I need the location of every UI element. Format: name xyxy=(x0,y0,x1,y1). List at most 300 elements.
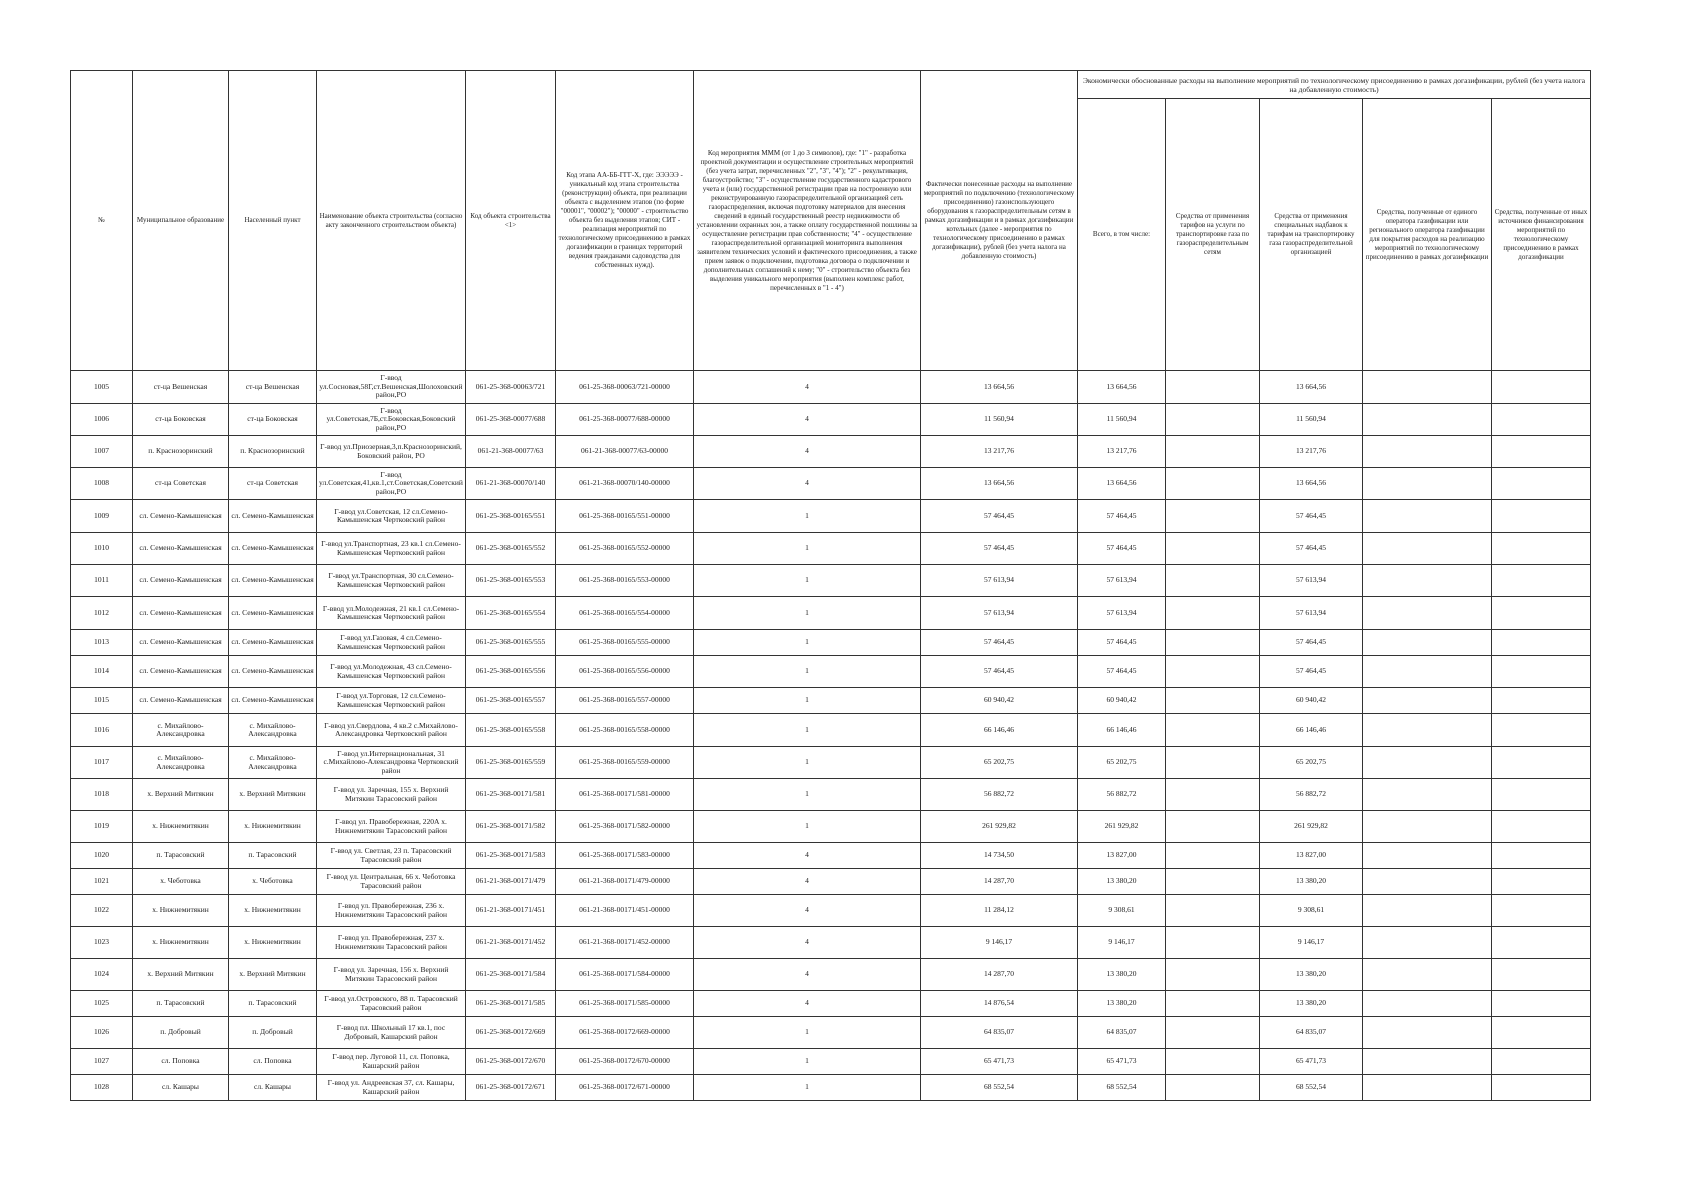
header-actual-costs: Фактически понесенные расходы на выполнение мероприятий по подключению (технологическому присоединению) газоиспользующего оборудования к газораспределительным сетям в рамках догазификации и в рамках догазификации котельных (далее - мероприятия по технологическому присоединению в рамках догазификации), рублей (без учета налога на добавленную стоимость) xyxy=(921,71,1078,371)
row-settlement: п. Краснозоринский xyxy=(229,436,317,468)
table-row xyxy=(71,404,1591,436)
row-settlement: сл. Семено-Камышенская xyxy=(229,688,317,714)
table-row xyxy=(71,843,1591,869)
row-municipality: х. Верхний Митякин xyxy=(133,959,229,991)
row-other-funds xyxy=(1492,436,1591,468)
row-tariff-funds xyxy=(1166,533,1260,565)
row-stage-code: 061-25-368-00165/556-00000 xyxy=(556,656,694,688)
row-surcharge-funds: 9 146,17 xyxy=(1260,927,1363,959)
row-surcharge-funds: 68 552,54 xyxy=(1260,1075,1363,1101)
row-surcharge-funds: 13 827,00 xyxy=(1260,843,1363,869)
table-row xyxy=(71,565,1591,597)
row-object-name: Г-ввод ул.Советская,41,кв.1,ст.Советская,Советский район,РО xyxy=(317,468,466,500)
row-tariff-funds xyxy=(1166,468,1260,500)
row-stage-code: 061-25-368-00165/555-00000 xyxy=(556,630,694,656)
row-stage-code: 061-25-368-00165/557-00000 xyxy=(556,688,694,714)
table-row xyxy=(71,630,1591,656)
row-no: 1022 xyxy=(71,895,133,927)
row-operator-funds xyxy=(1363,688,1492,714)
row-actual-costs: 11 560,94 xyxy=(921,404,1078,436)
row-activity-code: 4 xyxy=(694,927,921,959)
row-no: 1007 xyxy=(71,436,133,468)
row-object-code: 061-25-368-00165/559 xyxy=(466,747,556,779)
row-object-code: 061-25-368-00165/554 xyxy=(466,597,556,630)
row-no: 1016 xyxy=(71,714,133,747)
row-stage-code: 061-25-368-00171/584-00000 xyxy=(556,959,694,991)
row-other-funds xyxy=(1492,630,1591,656)
cost-table xyxy=(70,70,1591,1101)
row-operator-funds xyxy=(1363,630,1492,656)
row-no: 1017 xyxy=(71,747,133,779)
row-total: 57 613,94 xyxy=(1078,597,1166,630)
row-surcharge-funds: 57 464,45 xyxy=(1260,500,1363,533)
row-object-code: 061-21-368-00171/451 xyxy=(466,895,556,927)
row-operator-funds xyxy=(1363,927,1492,959)
row-tariff-funds xyxy=(1166,500,1260,533)
row-object-code: 061-25-368-00063/721 xyxy=(466,371,556,404)
row-object-code: 061-21-368-00077/63 xyxy=(466,436,556,468)
table-row xyxy=(71,779,1591,811)
row-total: 9 146,17 xyxy=(1078,927,1166,959)
row-actual-costs: 57 464,45 xyxy=(921,630,1078,656)
row-operator-funds xyxy=(1363,991,1492,1017)
row-object-code: 061-25-368-00165/558 xyxy=(466,714,556,747)
row-stage-code: 061-25-368-00172/670-00000 xyxy=(556,1049,694,1075)
table-row xyxy=(71,1049,1591,1075)
row-operator-funds xyxy=(1363,1017,1492,1049)
row-object-code: 061-25-368-00165/551 xyxy=(466,500,556,533)
row-object-code: 061-25-368-00171/583 xyxy=(466,843,556,869)
row-activity-code: 4 xyxy=(694,869,921,895)
row-activity-code: 1 xyxy=(694,597,921,630)
row-operator-funds xyxy=(1363,436,1492,468)
row-total: 13 664,56 xyxy=(1078,468,1166,500)
row-operator-funds xyxy=(1363,656,1492,688)
row-surcharge-funds: 261 929,82 xyxy=(1260,811,1363,843)
row-municipality: х. Верхний Митякин xyxy=(133,779,229,811)
row-operator-funds xyxy=(1363,500,1492,533)
row-other-funds xyxy=(1492,927,1591,959)
row-no: 1009 xyxy=(71,500,133,533)
row-tariff-funds xyxy=(1166,404,1260,436)
row-activity-code: 4 xyxy=(694,991,921,1017)
row-stage-code: 061-21-368-00171/452-00000 xyxy=(556,927,694,959)
table-row xyxy=(71,371,1591,404)
row-object-name: Г-ввод ул.Островского, 88 п. Тарасовский Тарасовский район xyxy=(317,991,466,1017)
row-actual-costs: 65 471,73 xyxy=(921,1049,1078,1075)
table-row xyxy=(71,869,1591,895)
row-object-name: Г-ввод пер. Луговой 11, сл. Поповка, Кашарский район xyxy=(317,1049,466,1075)
row-actual-costs: 57 613,94 xyxy=(921,565,1078,597)
row-activity-code: 4 xyxy=(694,371,921,404)
row-activity-code: 1 xyxy=(694,1049,921,1075)
row-operator-funds xyxy=(1363,959,1492,991)
table-body xyxy=(71,371,1591,1101)
table-row xyxy=(71,959,1591,991)
row-tariff-funds xyxy=(1166,1075,1260,1101)
row-municipality: х. Нижнемитякин xyxy=(133,895,229,927)
row-municipality: п. Тарасовский xyxy=(133,991,229,1017)
row-stage-code: 061-25-368-00172/669-00000 xyxy=(556,1017,694,1049)
row-stage-code: 061-25-368-00077/688-00000 xyxy=(556,404,694,436)
row-surcharge-funds: 13 217,76 xyxy=(1260,436,1363,468)
row-settlement: сл. Семено-Камышенская xyxy=(229,630,317,656)
row-actual-costs: 9 146,17 xyxy=(921,927,1078,959)
row-tariff-funds xyxy=(1166,565,1260,597)
row-tariff-funds xyxy=(1166,927,1260,959)
row-municipality: сл. Кашары xyxy=(133,1075,229,1101)
row-operator-funds xyxy=(1363,1075,1492,1101)
row-operator-funds xyxy=(1363,747,1492,779)
row-total: 13 380,20 xyxy=(1078,869,1166,895)
row-activity-code: 1 xyxy=(694,779,921,811)
row-stage-code: 061-25-368-00063/721-00000 xyxy=(556,371,694,404)
row-object-name: Г-ввод ул.Молодежная, 21 кв.1 сл.Семено-Камышенская Чертковский район xyxy=(317,597,466,630)
row-stage-code: 061-21-368-00077/63-00000 xyxy=(556,436,694,468)
header-operator-funds: Средства, полученные от единого оператора газификации или регионального оператора газификации для покрытия расходов на реализацию мероприятий по технологическому присоединению в рамках догазификации xyxy=(1363,99,1492,371)
row-tariff-funds xyxy=(1166,436,1260,468)
table-row xyxy=(71,1075,1591,1101)
row-total: 60 940,42 xyxy=(1078,688,1166,714)
row-other-funds xyxy=(1492,533,1591,565)
row-total: 57 464,45 xyxy=(1078,533,1166,565)
row-object-code: 061-25-368-00171/582 xyxy=(466,811,556,843)
row-other-funds xyxy=(1492,565,1591,597)
row-surcharge-funds: 65 202,75 xyxy=(1260,747,1363,779)
row-settlement: сл. Семено-Камышенская xyxy=(229,656,317,688)
table-row xyxy=(71,468,1591,500)
table-row xyxy=(71,656,1591,688)
row-surcharge-funds: 13 380,20 xyxy=(1260,991,1363,1017)
row-settlement: х. Чеботовка xyxy=(229,869,317,895)
table-row xyxy=(71,688,1591,714)
row-tariff-funds xyxy=(1166,991,1260,1017)
row-other-funds xyxy=(1492,714,1591,747)
row-object-name: Г-ввод ул.Газовая, 4 сл.Семено-Камышенская Чертковский район xyxy=(317,630,466,656)
row-tariff-funds xyxy=(1166,779,1260,811)
row-stage-code: 061-25-368-00165/558-00000 xyxy=(556,714,694,747)
row-surcharge-funds: 64 835,07 xyxy=(1260,1017,1363,1049)
row-stage-code: 061-21-368-00070/140-00000 xyxy=(556,468,694,500)
row-object-code: 061-25-368-00171/581 xyxy=(466,779,556,811)
row-operator-funds xyxy=(1363,1049,1492,1075)
row-surcharge-funds: 57 613,94 xyxy=(1260,597,1363,630)
row-tariff-funds xyxy=(1166,747,1260,779)
row-surcharge-funds: 60 940,42 xyxy=(1260,688,1363,714)
row-surcharge-funds: 56 882,72 xyxy=(1260,779,1363,811)
row-object-code: 061-25-368-00172/669 xyxy=(466,1017,556,1049)
row-total: 13 380,20 xyxy=(1078,959,1166,991)
row-activity-code: 1 xyxy=(694,714,921,747)
row-total: 261 929,82 xyxy=(1078,811,1166,843)
table-row xyxy=(71,991,1591,1017)
row-activity-code: 1 xyxy=(694,630,921,656)
row-municipality: сл. Семено-Камышенская xyxy=(133,656,229,688)
row-municipality: сл. Семено-Камышенская xyxy=(133,533,229,565)
row-total: 66 146,46 xyxy=(1078,714,1166,747)
row-municipality: ст-ца Вешенская xyxy=(133,371,229,404)
row-actual-costs: 60 940,42 xyxy=(921,688,1078,714)
row-actual-costs: 64 835,07 xyxy=(921,1017,1078,1049)
row-stage-code: 061-25-368-00171/583-00000 xyxy=(556,843,694,869)
row-no: 1014 xyxy=(71,656,133,688)
row-total: 64 835,07 xyxy=(1078,1017,1166,1049)
row-operator-funds xyxy=(1363,714,1492,747)
header-stage-code: Код этапа АА-ББ-ГГГ-Х, где: ЭЭЭЭЭ - уникальный код этапа строительства (реконструкции) объекта, при реализации объекта с выделением этапов (по форме "00001", "00002"); "00000" - строительство объекта без выделения этапов; СИТ - реализация мероприятий по технологическому присоединению в рамках догазификации в границах территорий ведения гражданами садоводства для собственных нужд). xyxy=(556,71,694,371)
row-settlement: ст-ца Боковская xyxy=(229,404,317,436)
row-actual-costs: 57 464,45 xyxy=(921,533,1078,565)
row-object-code: 061-21-368-00171/452 xyxy=(466,927,556,959)
row-other-funds xyxy=(1492,597,1591,630)
row-object-name: Г-ввод ул. Центральная, 66 х. Чеботовка Тарасовский район xyxy=(317,869,466,895)
row-actual-costs: 13 664,56 xyxy=(921,371,1078,404)
row-object-name: Г-ввод ул.Приозерная,3,п.Краснозоринский, Боковский район, РО xyxy=(317,436,466,468)
table-row xyxy=(71,747,1591,779)
row-object-name: Г-ввод ул. Правобережная, 236 х. Нижнемитякин Тарасовский район xyxy=(317,895,466,927)
row-surcharge-funds: 13 380,20 xyxy=(1260,869,1363,895)
row-surcharge-funds: 13 664,56 xyxy=(1260,371,1363,404)
row-other-funds xyxy=(1492,656,1591,688)
row-total: 65 202,75 xyxy=(1078,747,1166,779)
header-tariff-funds: Средства от применения тарифов на услуги по транспортировке газа по газораспределительным сетям xyxy=(1166,99,1260,371)
row-no: 1010 xyxy=(71,533,133,565)
header-activity-code: Код мероприятия МММ (от 1 до 3 символов), где: "1" - разработка проектной документации и осуществление строительных мероприятий (без учета затрат, перечисленных "2", "3", "4"); "2" - рекультивация, благоустройство; "3" - осуществление государственного кадастрового учета и (или) государственной регистрации прав на построенную или реконструированную газораспределительной организацией сеть газораспределения, включая подготовку материалов для внесения сведений в единый государственный реестр недвижимости об установлении охранных зон, а также оплату государственной пошлины за осуществление регистрации прав собственности; "4" - осуществление газораспределительной организацией мониторинга выполнения заявителем технических условий и фактического присоединения, а также прием заявок о подключении, подготовка договора о подключении и дополнительных соглашений к нему; "0" - строительство объекта без выделения уникального мероприятия (выполнен комплекс работ, перечисленных в "1 - 4") xyxy=(694,71,921,371)
row-other-funds xyxy=(1492,500,1591,533)
row-municipality: х. Нижнемитякин xyxy=(133,811,229,843)
row-operator-funds xyxy=(1363,597,1492,630)
row-other-funds xyxy=(1492,869,1591,895)
row-municipality: сл. Семено-Камышенская xyxy=(133,597,229,630)
row-actual-costs: 11 284,12 xyxy=(921,895,1078,927)
row-settlement: х. Верхний Митякин xyxy=(229,959,317,991)
row-tariff-funds xyxy=(1166,843,1260,869)
row-settlement: сл. Семено-Камышенская xyxy=(229,533,317,565)
row-stage-code: 061-25-368-00165/554-00000 xyxy=(556,597,694,630)
row-settlement: сл. Кашары xyxy=(229,1075,317,1101)
row-tariff-funds xyxy=(1166,869,1260,895)
row-object-code: 061-25-368-00171/584 xyxy=(466,959,556,991)
row-operator-funds xyxy=(1363,811,1492,843)
row-tariff-funds xyxy=(1166,656,1260,688)
row-operator-funds xyxy=(1363,468,1492,500)
row-municipality: х. Чеботовка xyxy=(133,869,229,895)
row-total: 57 464,45 xyxy=(1078,630,1166,656)
row-object-name: Г-ввод ул. Заречная, 156 х. Верхний Митякин Тарасовский район xyxy=(317,959,466,991)
row-total: 9 308,61 xyxy=(1078,895,1166,927)
row-stage-code: 061-25-368-00171/582-00000 xyxy=(556,811,694,843)
row-settlement: сл. Поповка xyxy=(229,1049,317,1075)
row-other-funds xyxy=(1492,779,1591,811)
row-settlement: х. Нижнемитякин xyxy=(229,811,317,843)
table-row xyxy=(71,1017,1591,1049)
row-object-code: 061-25-368-00165/556 xyxy=(466,656,556,688)
row-settlement: п. Тарасовский xyxy=(229,843,317,869)
row-settlement: сл. Семено-Камышенская xyxy=(229,500,317,533)
header-economic-group: Экономически обоснованные расходы на выполнение мероприятий по технологическому присоединению в рамках догазификации, рублей (без учета налога на добавленную стоимость) xyxy=(1078,71,1591,99)
row-settlement: х. Нижнемитякин xyxy=(229,895,317,927)
row-activity-code: 1 xyxy=(694,500,921,533)
row-no: 1021 xyxy=(71,869,133,895)
row-activity-code: 1 xyxy=(694,565,921,597)
row-no: 1027 xyxy=(71,1049,133,1075)
row-settlement: п. Тарасовский xyxy=(229,991,317,1017)
row-stage-code: 061-21-368-00171/451-00000 xyxy=(556,895,694,927)
row-municipality: сл. Семено-Камышенская xyxy=(133,565,229,597)
row-tariff-funds xyxy=(1166,895,1260,927)
row-tariff-funds xyxy=(1166,714,1260,747)
table-row xyxy=(71,927,1591,959)
row-operator-funds xyxy=(1363,895,1492,927)
row-object-name: Г-ввод ул. Светлая, 23 п. Тарасовский Тарасовский район xyxy=(317,843,466,869)
row-object-name: Г-ввод ул.Советская, 12 сл.Семено-Камышенская Чертковский район xyxy=(317,500,466,533)
row-other-funds xyxy=(1492,688,1591,714)
row-surcharge-funds: 57 464,45 xyxy=(1260,630,1363,656)
row-municipality: сл. Поповка xyxy=(133,1049,229,1075)
row-no: 1024 xyxy=(71,959,133,991)
table-header xyxy=(71,71,1591,371)
row-surcharge-funds: 13 664,56 xyxy=(1260,468,1363,500)
row-total: 56 882,72 xyxy=(1078,779,1166,811)
row-other-funds xyxy=(1492,1017,1591,1049)
row-total: 11 560,94 xyxy=(1078,404,1166,436)
row-no: 1026 xyxy=(71,1017,133,1049)
row-object-name: Г-ввод ул.Советская,7Б,ст.Боковская,Боковский район,РО xyxy=(317,404,466,436)
row-operator-funds xyxy=(1363,371,1492,404)
row-object-code: 061-25-368-00172/670 xyxy=(466,1049,556,1075)
row-other-funds xyxy=(1492,1049,1591,1075)
row-object-name: Г-ввод ул.Транспортная, 30 сл.Семено-Камышенская Чертковский район xyxy=(317,565,466,597)
row-other-funds xyxy=(1492,747,1591,779)
row-settlement: х. Верхний Митякин xyxy=(229,779,317,811)
row-operator-funds xyxy=(1363,779,1492,811)
row-activity-code: 1 xyxy=(694,533,921,565)
row-tariff-funds xyxy=(1166,811,1260,843)
row-operator-funds xyxy=(1363,843,1492,869)
row-object-code: 061-25-368-00171/585 xyxy=(466,991,556,1017)
row-no: 1023 xyxy=(71,927,133,959)
row-activity-code: 4 xyxy=(694,843,921,869)
row-no: 1008 xyxy=(71,468,133,500)
row-operator-funds xyxy=(1363,869,1492,895)
header-settlement: Населенный пункт xyxy=(229,71,317,371)
row-municipality: п. Тарасовский xyxy=(133,843,229,869)
table-row xyxy=(71,597,1591,630)
row-municipality: сл. Семено-Камышенская xyxy=(133,630,229,656)
row-total: 13 217,76 xyxy=(1078,436,1166,468)
table-row xyxy=(71,500,1591,533)
row-settlement: п. Добровый xyxy=(229,1017,317,1049)
row-no: 1011 xyxy=(71,565,133,597)
row-surcharge-funds: 57 464,45 xyxy=(1260,533,1363,565)
row-actual-costs: 14 876,54 xyxy=(921,991,1078,1017)
row-tariff-funds xyxy=(1166,959,1260,991)
header-object-name: Наименование объекта строительства (согласно акту законченного строительством объекта) xyxy=(317,71,466,371)
row-settlement: ст-ца Советская xyxy=(229,468,317,500)
row-tariff-funds xyxy=(1166,597,1260,630)
row-surcharge-funds: 13 380,20 xyxy=(1260,959,1363,991)
row-total: 13 380,20 xyxy=(1078,991,1166,1017)
row-actual-costs: 65 202,75 xyxy=(921,747,1078,779)
row-municipality: ст-ца Боковская xyxy=(133,404,229,436)
header-other-funds: Средства, полученные от иных источников финансирования мероприятий по технологическому присоединению в рамках догазификации xyxy=(1492,99,1591,371)
row-municipality: х. Нижнемитякин xyxy=(133,927,229,959)
table-row xyxy=(71,714,1591,747)
row-other-funds xyxy=(1492,959,1591,991)
row-no: 1019 xyxy=(71,811,133,843)
row-object-name: Г-ввод ул.Транспортная, 23 кв.1 сл.Семено-Камышенская Чертковский район xyxy=(317,533,466,565)
row-other-funds xyxy=(1492,404,1591,436)
row-settlement: с. Михайлово-Александровка xyxy=(229,747,317,779)
row-actual-costs: 56 882,72 xyxy=(921,779,1078,811)
row-settlement: с. Михайлово-Александровка xyxy=(229,714,317,747)
row-other-funds xyxy=(1492,895,1591,927)
row-municipality: сл. Семено-Камышенская xyxy=(133,500,229,533)
row-actual-costs: 13 217,76 xyxy=(921,436,1078,468)
row-no: 1005 xyxy=(71,371,133,404)
row-total: 57 613,94 xyxy=(1078,565,1166,597)
row-object-code: 061-25-368-00165/553 xyxy=(466,565,556,597)
row-settlement: сл. Семено-Камышенская xyxy=(229,597,317,630)
header-surcharge-funds: Средства от применения специальных надбавок к тарифам на транспортировку газа газораспределительной организацией xyxy=(1260,99,1363,371)
row-actual-costs: 261 929,82 xyxy=(921,811,1078,843)
row-other-funds xyxy=(1492,371,1591,404)
row-municipality: п. Добровый xyxy=(133,1017,229,1049)
row-object-code: 061-21-368-00070/140 xyxy=(466,468,556,500)
row-total: 57 464,45 xyxy=(1078,500,1166,533)
row-municipality: с. Михайлово-Александровка xyxy=(133,714,229,747)
row-tariff-funds xyxy=(1166,630,1260,656)
row-surcharge-funds: 65 471,73 xyxy=(1260,1049,1363,1075)
row-stage-code: 061-25-368-00165/559-00000 xyxy=(556,747,694,779)
row-actual-costs: 68 552,54 xyxy=(921,1075,1078,1101)
row-no: 1006 xyxy=(71,404,133,436)
row-tariff-funds xyxy=(1166,371,1260,404)
row-no: 1013 xyxy=(71,630,133,656)
row-tariff-funds xyxy=(1166,1017,1260,1049)
row-settlement: х. Нижнемитякин xyxy=(229,927,317,959)
row-activity-code: 4 xyxy=(694,404,921,436)
row-object-code: 061-25-368-00165/557 xyxy=(466,688,556,714)
row-surcharge-funds: 9 308,61 xyxy=(1260,895,1363,927)
row-no: 1015 xyxy=(71,688,133,714)
row-other-funds xyxy=(1492,843,1591,869)
table-row xyxy=(71,533,1591,565)
row-actual-costs: 13 664,56 xyxy=(921,468,1078,500)
row-activity-code: 1 xyxy=(694,656,921,688)
row-stage-code: 061-25-368-00165/551-00000 xyxy=(556,500,694,533)
row-stage-code: 061-25-368-00171/581-00000 xyxy=(556,779,694,811)
header-municipality: Муниципальное образование xyxy=(133,71,229,371)
row-settlement: ст-ца Вешенская xyxy=(229,371,317,404)
row-stage-code: 061-25-368-00165/553-00000 xyxy=(556,565,694,597)
row-total: 57 464,45 xyxy=(1078,656,1166,688)
row-activity-code: 4 xyxy=(694,959,921,991)
row-no: 1020 xyxy=(71,843,133,869)
row-no: 1018 xyxy=(71,779,133,811)
row-activity-code: 1 xyxy=(694,1075,921,1101)
row-object-code: 061-25-368-00172/671 xyxy=(466,1075,556,1101)
row-object-name: Г-ввод ул.Молодежная, 43 сл.Семено-Камышенская Чертковский район xyxy=(317,656,466,688)
row-actual-costs: 66 146,46 xyxy=(921,714,1078,747)
row-stage-code: 061-21-368-00171/479-00000 xyxy=(556,869,694,895)
row-object-code: 061-25-368-00165/555 xyxy=(466,630,556,656)
row-other-funds xyxy=(1492,811,1591,843)
table-row xyxy=(71,436,1591,468)
row-stage-code: 061-25-368-00171/585-00000 xyxy=(556,991,694,1017)
header-object-code: Код объекта строительства <1> xyxy=(466,71,556,371)
row-actual-costs: 57 464,45 xyxy=(921,500,1078,533)
row-activity-code: 1 xyxy=(694,1017,921,1049)
